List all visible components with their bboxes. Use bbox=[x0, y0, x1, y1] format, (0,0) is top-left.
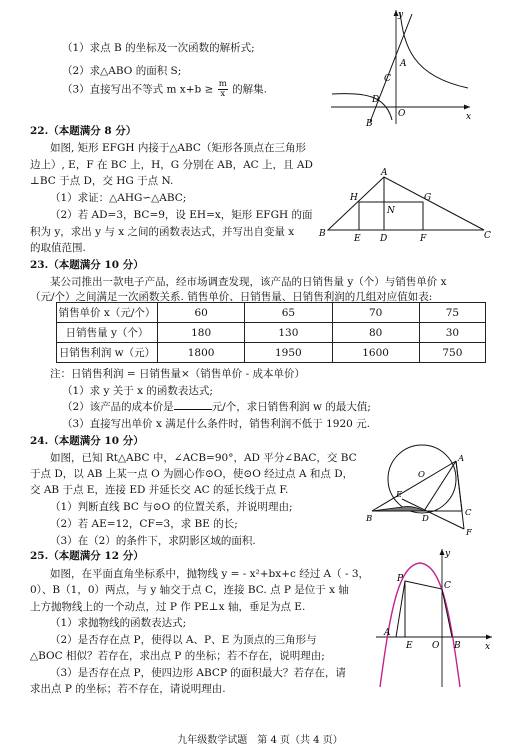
q22-line-7: 的取值范围. bbox=[30, 242, 86, 254]
fig25-label-P: P bbox=[397, 574, 404, 584]
fig24-label-O: O bbox=[418, 470, 425, 480]
q25-line-1: 如图，在平面直角坐标系中，抛物线 y = - x²+bx+c 经过 A（ - 3， bbox=[50, 568, 370, 580]
fig1-label-C: C bbox=[384, 74, 391, 84]
q22-line-1: 如图, 矩形 EFGH 内接于△ABC（矩形各顶点在三角形 bbox=[50, 142, 306, 154]
q25-line-8: 求出点 P 的坐标；若不存在，请说明理由. bbox=[30, 683, 226, 695]
q24-line-2: 于点 D，以 AB 上某一点 O 为圆心作⊙O，使⊙O 经过点 A 和点 D， bbox=[30, 468, 354, 480]
table-row-label: 销售单价 x（元/个） bbox=[57, 303, 158, 323]
fig25-label-x: x bbox=[485, 642, 491, 652]
q22-line-2: 边上）, E，F 在 BC 上，H，G 分别在 AB，AC 上，且 AD bbox=[30, 159, 313, 171]
fig24-label-B: B bbox=[366, 514, 373, 524]
q23-part3: （3）直接写出单价 x 满足什么条件时，销售利润不低于 1920 元. bbox=[62, 418, 371, 430]
q25-line-4: （1）求抛物线的函数表达式; bbox=[50, 617, 187, 629]
q22-title: 22.（本题满分 8 分） bbox=[30, 125, 137, 137]
fig22-label-B: B bbox=[319, 229, 326, 239]
q24-line-6: （3）在（2）的条件下，求阴影区域的面积. bbox=[50, 535, 256, 547]
fig1-label-O: O bbox=[398, 109, 406, 119]
figure-circle-triangle bbox=[362, 437, 482, 537]
q23-intro-2: （元/个）之间满足一次函数关系. 销售单价、日销售量、日销售利润的几组对应值如表: bbox=[30, 291, 433, 303]
q25-line-3: 上方抛物线上的一个动点，过 P 作 PE⊥x 轴，垂足为点 E. bbox=[30, 601, 306, 613]
fig1-label-B: B bbox=[366, 119, 373, 126]
table-cell: 750 bbox=[419, 343, 485, 363]
q21-part2: （2）求△ABO 的面积 S; bbox=[62, 65, 182, 77]
fig22-label-N: N bbox=[387, 206, 395, 216]
table-cell: 65 bbox=[245, 303, 332, 323]
fig25-label-B: B bbox=[454, 641, 461, 651]
q24-line-3: 交 AB 于点 E，连接 ED 并延长交 AC 的延长线于点 F. bbox=[30, 484, 289, 496]
table-cell: 80 bbox=[332, 323, 419, 343]
fig1-label-x: x bbox=[466, 112, 472, 122]
q25-line-6: △BOC 相似？若存在，求出点 P 的坐标；若不存在，说明理由; bbox=[30, 650, 325, 662]
fig25-label-E: E bbox=[406, 641, 413, 651]
fig22-label-E: E bbox=[354, 234, 361, 242]
fig24-label-E: E bbox=[396, 490, 403, 500]
q25-line-2: 0）、B（1，0）两点，与 y 轴交于点 C，连接 BC. 点 P 是位于 x 轴 bbox=[30, 584, 349, 596]
q23-part2: （2）该产品的成本价是 元/个，求日销售利润 w 的最大值; bbox=[62, 401, 371, 413]
fig22-label-C: C bbox=[484, 231, 491, 241]
fig22-label-H: H bbox=[350, 193, 358, 203]
fig25-label-y: y bbox=[445, 549, 451, 559]
fig22-label-D: D bbox=[380, 234, 388, 242]
q25-line-7: （3）是否存在点 P，使四边形 ABCP 的面积最大？若存在，请 bbox=[50, 667, 346, 679]
fig1-label-A: A bbox=[400, 59, 407, 69]
fig22-label-G: G bbox=[424, 193, 432, 203]
page-footer: 九年级数学试题 第 4 页（共 4 页） bbox=[177, 735, 343, 746]
q22-line-6: 积为 y，求出 y 与 x 之间的函数表达式，并写出自变量 x bbox=[30, 226, 295, 238]
table-cell: 60 bbox=[158, 303, 245, 323]
q24-line-5: （2）若 AE=12，CF=3，求 BE 的长; bbox=[50, 518, 238, 530]
fig22-label-F: F bbox=[420, 234, 427, 242]
q24-line-1: 如图，已知 Rt△ABC 中，∠ACB=90°，AD 平分∠BAC，交 BC bbox=[50, 452, 357, 464]
figure-triangle-rectangle bbox=[316, 168, 496, 242]
q22-line-4: （1）求证：△AHG∽△ABC; bbox=[50, 192, 187, 204]
q22-line-3: ⊥BC 于点 D，交 HG 于点 N. bbox=[30, 175, 174, 187]
table-cell: 180 bbox=[158, 323, 245, 343]
fig24-label-D: D bbox=[422, 514, 429, 524]
table-row bbox=[57, 323, 486, 343]
fig25-label-A: A bbox=[384, 628, 391, 638]
fig1-label-y: y bbox=[398, 10, 404, 20]
table-cell: 1800 bbox=[158, 343, 245, 363]
q21-part3: （3）直接写出不等式 m x+b ≥ $\frac{m}{x}$ 的解集. bbox=[62, 79, 267, 99]
fig24-label-C: C bbox=[465, 508, 472, 518]
fig22-label-A: A bbox=[381, 168, 388, 178]
table-cell: 75 bbox=[419, 303, 485, 323]
q25-line-5: （2）是否存在点 P，使得以 A、P、E 为顶点的三角形与 bbox=[50, 634, 317, 646]
q23-data-table bbox=[56, 302, 486, 363]
fig1-label-D: D bbox=[372, 95, 380, 105]
table-row-label: 日销售利润 w（元） bbox=[57, 343, 158, 363]
q24-line-4: （1）判断直线 BC 与⊙O 的位置关系，并说明理由; bbox=[50, 501, 293, 513]
fig24-label-F: F bbox=[466, 528, 472, 537]
q23-title: 23.（本题满分 10 分） bbox=[30, 259, 144, 271]
table-row bbox=[57, 303, 486, 323]
figure-hyperbola-line bbox=[326, 6, 476, 126]
q24-title: 24.（本题满分 10 分） bbox=[30, 435, 144, 447]
q23-intro-1: 某公司推出一款电子产品，经市场调查发现，该产品的日销售量 y（个）与销售单价 x bbox=[50, 276, 447, 288]
q25-title: 25.（本题满分 12 分） bbox=[30, 550, 144, 562]
table-cell: 70 bbox=[332, 303, 419, 323]
table-cell: 1950 bbox=[245, 343, 332, 363]
fig24-label-A: A bbox=[458, 454, 465, 464]
q22-line-5: （2）若 AD=3，BC=9，设 EH=x，矩形 EFGH 的面 bbox=[50, 209, 313, 221]
fig25-label-C: C bbox=[444, 581, 451, 591]
q23-part1: （1）求 y 关于 x 的函数表达式; bbox=[62, 385, 213, 397]
table-row-label: 日销售量 y（个） bbox=[57, 323, 158, 343]
table-cell: 1600 bbox=[332, 343, 419, 363]
q21-part1: （1）求点 B 的坐标及一次函数的解析式; bbox=[62, 42, 255, 54]
figure-parabola bbox=[374, 545, 494, 690]
fraction-m-over-x: $\frac{m}{x}$ bbox=[218, 79, 227, 99]
answer-blank bbox=[174, 399, 212, 410]
table-cell: 130 bbox=[245, 323, 332, 343]
fig25-label-O: O bbox=[432, 641, 440, 651]
table-cell: 30 bbox=[419, 323, 485, 343]
q23-note: 注：日销售利润 = 日销售量×（销售单价 - 成本单价） bbox=[50, 368, 305, 380]
table-row bbox=[57, 343, 486, 363]
